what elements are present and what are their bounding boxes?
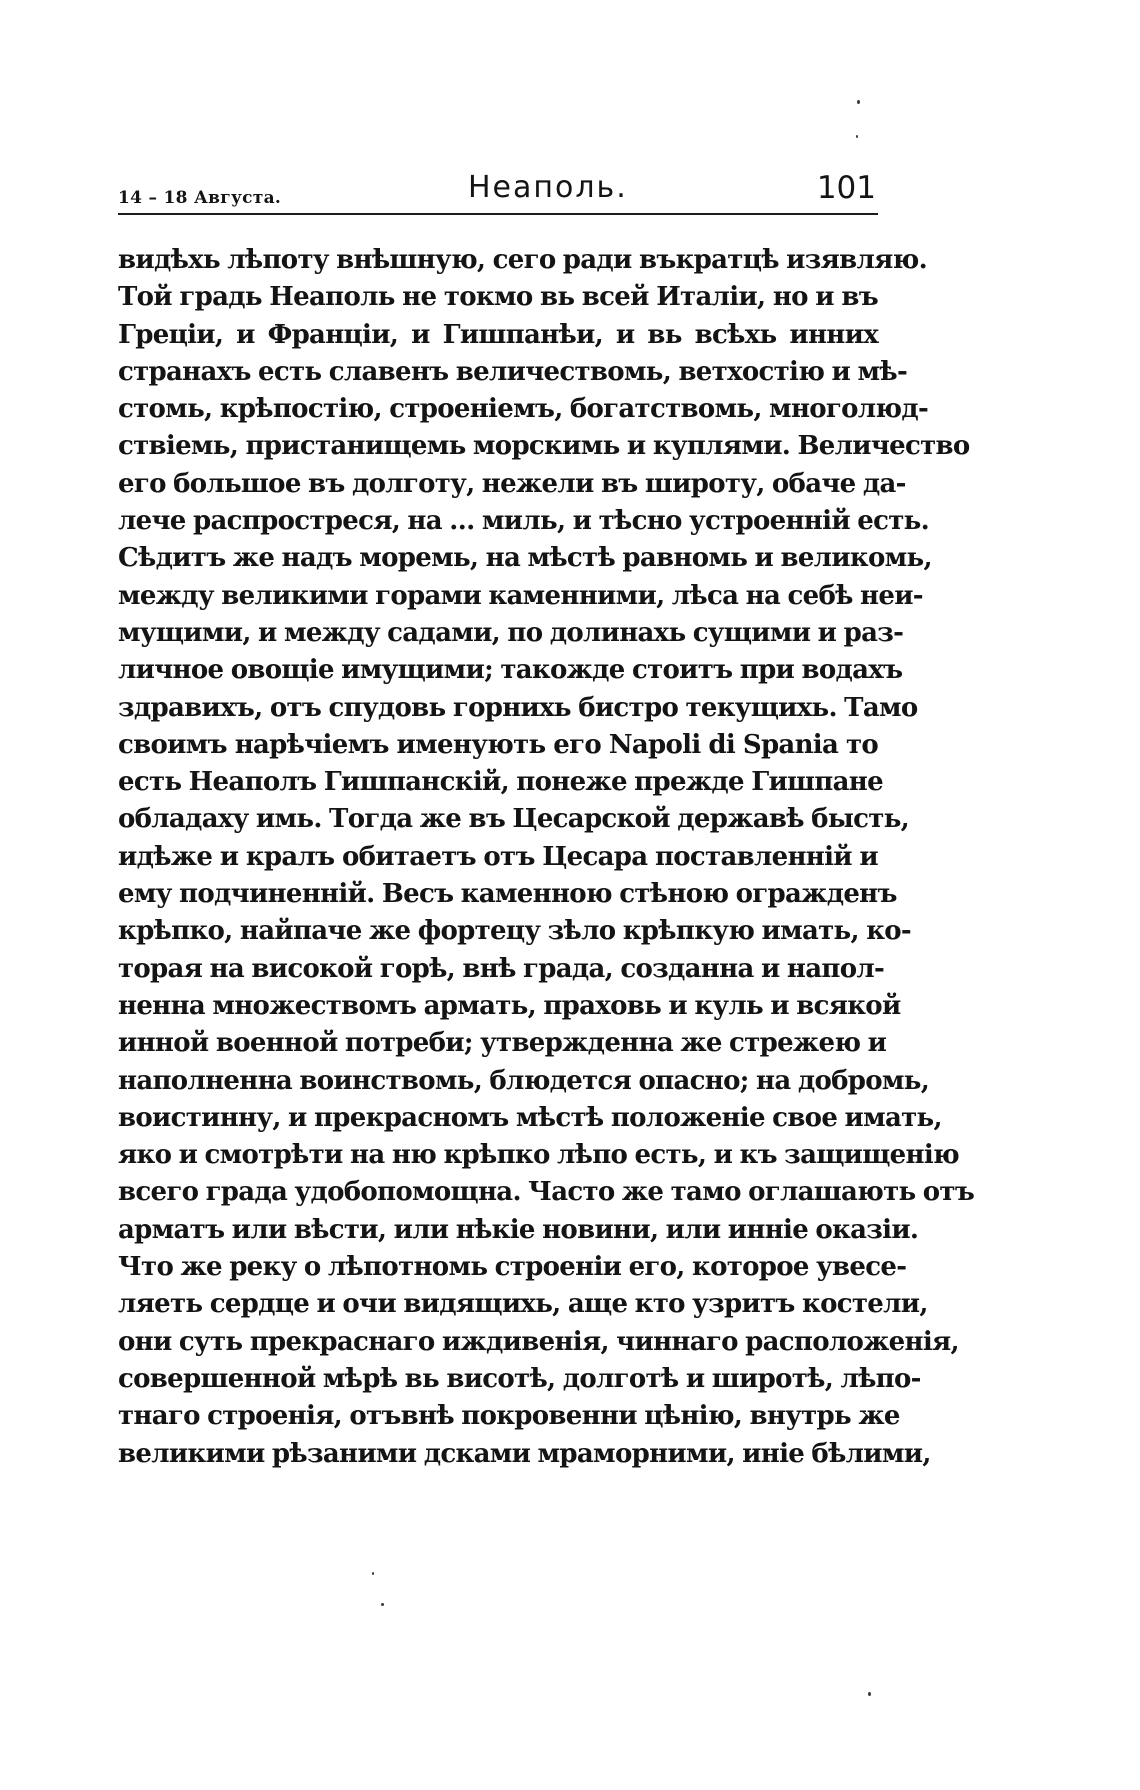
text-line: Той градь Неаполь не токмо вь всей Италіи, но и въ: [118, 282, 878, 313]
text-line: совершенной мѣрѣ вь висотѣ, долготѣ и широтѣ, лѣпо-: [118, 1363, 921, 1394]
text-line: торая на високой горѣ, внѣ града, созданна и напол-: [118, 953, 885, 984]
text-line: наполненна воинствомь, блюдется опасно; на добромь,: [118, 1065, 930, 1096]
text-line: всего града удобопомощна. Часто же тамо оглашають отъ: [118, 1177, 975, 1208]
text-line: Греціи, и Франціи, и Гишпанѣи, и вь всѣхь инних: [118, 319, 878, 350]
section-date: 14 – 18 Августа.: [118, 188, 282, 208]
text-line: крѣпко, найпаче же фортецу зѣло крѣпкую имать, ко-: [118, 916, 912, 947]
text-line: здравихъ, отъ спудовь горнихь бистро текущихь. Тамо: [118, 692, 918, 723]
text-line: видѣхь лѣпоту внѣшную, сего ради въкратцѣ изявляю.: [118, 245, 927, 275]
text-line: Что же реку о лѣпотномь строеніи его, которое увесе-: [118, 1252, 907, 1283]
text-line: стомь, крѣпостію, строеніемъ, богатствомь, многолюд-: [118, 394, 929, 425]
scan-speck: [372, 1572, 374, 1575]
scan-speck: [381, 1603, 384, 1606]
text-line: обладаху имь. Тогда же въ Цесарской державѣ бысть,: [118, 804, 910, 835]
running-header: [118, 170, 878, 214]
text-line: ему подчиненній. Весъ каменною стѣною огражденъ: [118, 879, 897, 910]
text-line: арматъ или вѣсти, или нѣкіе новини, или инніе оказіи.: [118, 1214, 919, 1245]
text-line: между великими горами каменними, лѣса на себѣ неи-: [118, 580, 923, 611]
text-line: ненна множествомъ армать, праховь и куль и всякой: [118, 990, 901, 1021]
text-line: мущими, и между садами, по долинахь сущими и раз-: [118, 617, 904, 648]
text-line: лече распростреся, на … миль, и тѣсно устроенній есть.: [118, 506, 929, 537]
text-line: они суть прекраснаго иждивенія, чиннаго расположенія,: [118, 1326, 959, 1357]
body-text: [118, 242, 975, 1473]
text-line: яко и смотрѣти на ню крѣпко лѣпо есть, и къ защищенію: [118, 1140, 959, 1171]
text-line: ствіемь, пристанищемь морскимь и куплями. Величество: [118, 431, 970, 462]
text-line: тнаго строенія, отъвнѣ покровенни цѣнію, внутрь же: [118, 1401, 900, 1432]
text-line: личное овощіе имущими; такожде стоитъ при водахъ: [118, 655, 903, 686]
text-line: своимъ нарѣчіемъ именують его Napoli di Spania то: [118, 729, 878, 760]
scan-speck: [857, 100, 860, 104]
scan-speck: [856, 135, 858, 138]
text-line: инной военной потреби; утвержденна же стрежею и: [118, 1028, 887, 1059]
text-line: странахъ есть славенъ величествомь, ветхостію и мѣ-: [118, 356, 908, 387]
text-line: воистинну, и прекрасномъ мѣстѣ положеніе свое имать,: [118, 1102, 942, 1133]
scan-speck: [868, 1692, 871, 1696]
header-rule: [118, 213, 878, 215]
page-title: Неаполь.: [468, 170, 628, 205]
text-line: его большое въ долготу, нежели въ широту, обаче да-: [118, 468, 906, 499]
text-line: Сѣдитъ же надъ моремь, на мѣстѣ равномь и великомь,: [118, 543, 932, 574]
text-line: идѣже и кралъ обитаетъ отъ Цесара поставленній и: [118, 841, 878, 872]
text-line: великими рѣзаними дсками мраморними, иніе бѣлими,: [118, 1438, 931, 1469]
page-number: 101: [816, 170, 876, 206]
text-line: ляеть сердце и очи видящихь, аще кто узритъ костели,: [118, 1289, 928, 1320]
text-line: есть Неаполъ Гишпанскій, понеже прежде Гишпане: [118, 767, 883, 798]
